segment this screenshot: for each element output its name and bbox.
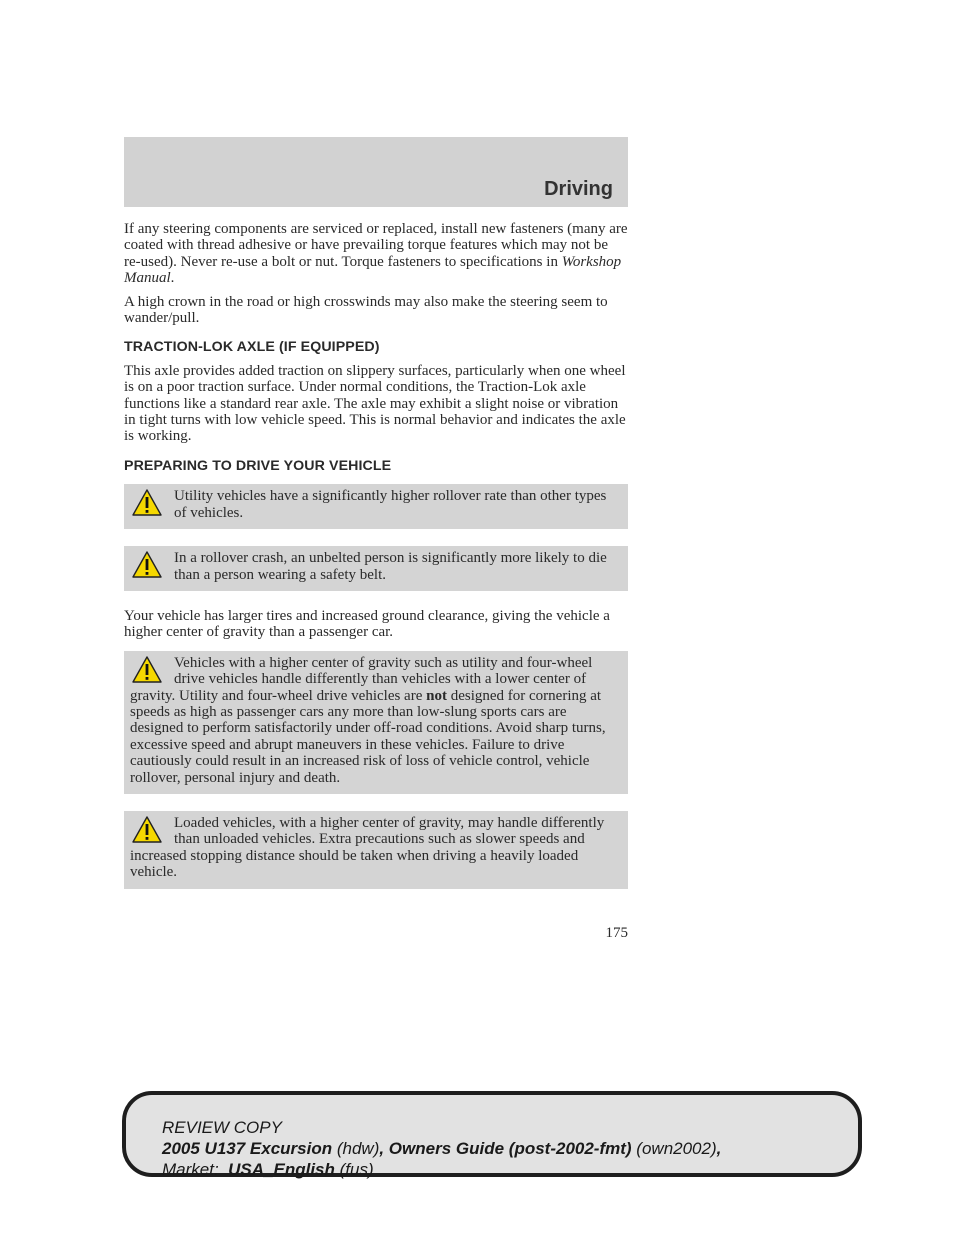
preparing-paragraph: Your vehicle has larger tires and increased ground clearance, giving the vehicle a higher center of gravity than a passenger car. <box>124 607 610 641</box>
footer-line-2: 2005 U137 Excursion (hdw), Owners Guide (post-2002-fmt) (own2002), <box>162 1139 722 1158</box>
warning-text-3: Vehicles with a higher center of gravity such as utility and four-wheel drive vehicles handle differently than vehicles with a lower center of gravity. Utility and four-wheel drive vehicles are not designed for cornering at speeds as high as passenger cars any more than low-slung sports cars are designed to perform satisfactorily under off-road conditions. Avoid sharp turns, excessive speed and abrupt maneuvers in these vehicles. Failure to drive cautiously could result in an increased risk of loss of vehicle control, vehicle rollover, personal injury and death. <box>130 654 606 786</box>
warning-triangle-icon <box>131 550 163 580</box>
footer-line-1: REVIEW COPY <box>162 1118 282 1137</box>
warning-box-4 <box>124 811 628 889</box>
warning-box-2 <box>124 546 628 591</box>
intro-paragraph-2: A high crown in the road or high crosswinds may also make the steering seem to wander/pull. <box>124 293 608 327</box>
warning-box-3 <box>124 651 628 794</box>
warning-box-1 <box>124 484 628 529</box>
traction-paragraph: This axle provides added traction on slippery surfaces, particularly when one wheel is on a poor traction surface. Under normal conditions, the Traction-Lok axle functions like a standard rear axle. The axle may exhibit a slight noise or vibration in tight turns with low vehicle speed. This is normal behavior and indicates the axle is working. <box>124 362 626 445</box>
warning-triangle-icon <box>131 655 163 685</box>
review-copy-footer-text <box>162 1117 721 1180</box>
section-title: Driving <box>544 178 613 200</box>
page-number: 175 <box>605 925 628 941</box>
footer-line-3: Market: USA_English (fus) <box>162 1160 374 1179</box>
intro-paragraph-1: If any steering components are serviced or replaced, install new fasteners (many are coated with thread adhesive or have prevailing torque features which may not be re-used). Never re-use a bolt or nut. Torque fasteners to specifications in Workshop Manual. <box>124 221 628 287</box>
warning-text-4: Loaded vehicles, with a higher center of gravity, may handle differently than unloaded vehicles. Extra precautions such as slower speeds and increased stopping distance should be taken when driving a heavily loaded vehicle. <box>130 814 605 881</box>
warning-text-2: In a rollover crash, an unbelted person is significantly more likely to die than a person wearing a safety belt. <box>174 550 607 583</box>
warning-triangle-icon <box>131 815 163 845</box>
warning-triangle-icon <box>131 488 163 518</box>
preparing-heading: PREPARING TO DRIVE YOUR VEHICLE <box>124 457 392 474</box>
traction-heading: TRACTION-LOK AXLE (IF EQUIPPED) <box>124 339 380 356</box>
warning-text-1: Utility vehicles have a significantly higher rollover rate than other types of vehicles. <box>174 488 607 521</box>
section-header-band <box>124 137 628 207</box>
page-content <box>124 221 628 906</box>
